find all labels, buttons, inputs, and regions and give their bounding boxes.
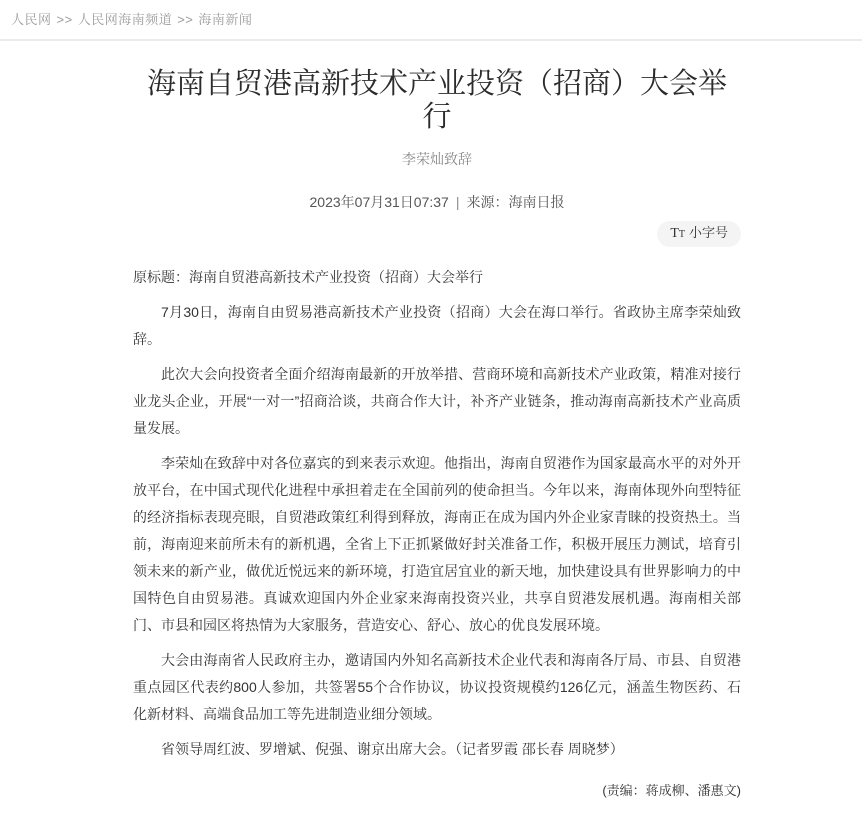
breadcrumb: [0, 0, 862, 41]
article-container: [133, 68, 741, 819]
page-title: 海南自贸港高新技术产业投资（招商）大会举行: [146, 68, 727, 134]
breadcrumb-separator: >>: [56, 12, 73, 27]
article-meta: [133, 192, 741, 212]
article-paragraph: 省领导周红波、罗增斌、倪强、谢京出席大会。（记者罗霞 邵长春 周晓梦）: [161, 740, 624, 757]
font-size-row: [133, 221, 741, 247]
breadcrumb-separator: >>: [177, 12, 194, 27]
font-size-button[interactable]: [657, 221, 741, 248]
publish-datetime: 2023年07月31日07:37: [309, 193, 449, 210]
article-paragraph: 李荣灿在致辞中对各位嘉宾的到来表示欢迎。他指出，海南自贸港作为国家最高水平的对外开放平台，在中国式现代化进程中承担着走在全国前列的使命担当。今年以来，海南体现外向型特征的经济指标表现亮眼，自贸港政策红利得到释放，海南正在成为国内外企业家青睐的投资热土。当前，海南迎来前所未有的新机遇，全省上下正抓紧做好封关准备工作，积极开展压力测试，培育引领未来的新产业，做优近悦远来的新环境，打造宜居宜业的新天地，加快建设具有世界影响力的中国特色自由贸易港。真诚欢迎国内外企业家来海南投资兴业，共享自贸港发展机遇。海南相关部门、市县和园区将热情为大家服务，营造安心、舒心、放心的优良发展环境。: [133, 454, 741, 633]
article-paragraph: 7月30日，海南自由贸易港高新技术产业投资（招商）大会在海口举行。省政协主席李荣灿致辞。: [133, 303, 741, 347]
editor-credit: (责编：蒋成柳、潘惠文): [602, 782, 741, 798]
original-title-line: 原标题：海南自贸港高新技术产业投资（招商）大会举行: [133, 268, 483, 285]
source-label: 来源：: [466, 193, 509, 210]
source-link[interactable]: 海南日报: [508, 193, 565, 210]
breadcrumb-link-peoples-daily[interactable]: 人民网: [11, 12, 52, 27]
breadcrumb-link-hainan-channel[interactable]: 人民网海南频道: [77, 12, 173, 27]
meta-divider: |: [455, 193, 460, 210]
article-subtitle: 李荣灿致辞: [402, 150, 472, 167]
breadcrumb-link-hainan-news[interactable]: 海南新闻: [198, 12, 253, 27]
font-size-icon-small: T: [678, 228, 685, 240]
font-size-label: 小字号: [688, 224, 728, 240]
article-paragraph: 大会由海南省人民政府主办，邀请国内外知名高新技术企业代表和海南各厅局、市县、自贸港重点园区代表约800人参加，共签署55个合作协议，协议投资规模约126亿元，涵盖生物医药、石化新材料、高端食品加工等先进制造业细分领域。: [133, 651, 741, 722]
article-paragraph: 此次大会向投资者全面介绍海南最新的开放举措、营商环境和高新技术产业政策，精准对接行业龙头企业，开展“一对一”招商洽谈，共商合作大计，补齐产业链条，推动海南高新技术产业高质量发展。: [133, 365, 741, 436]
font-size-icon: T: [670, 225, 679, 241]
article-body: [133, 264, 741, 763]
